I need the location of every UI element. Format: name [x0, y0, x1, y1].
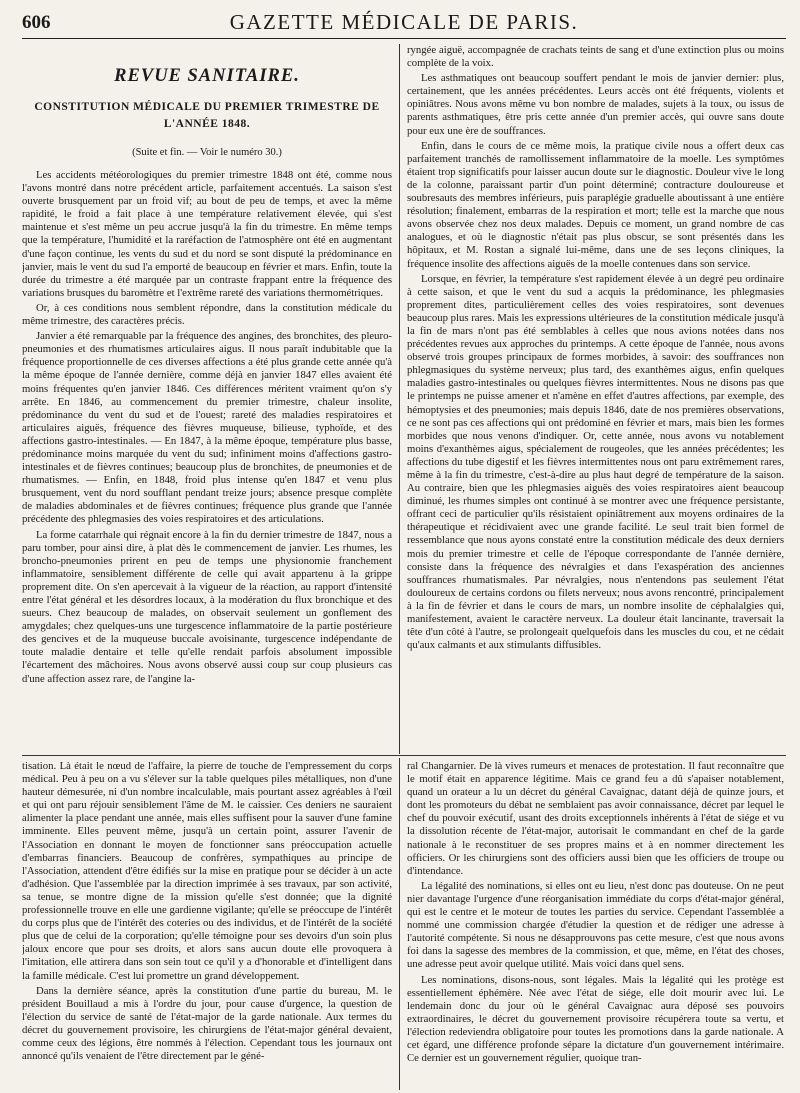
- article-left-column: [22, 44, 392, 752]
- feuilleton-left-column: [22, 760, 392, 1090]
- feuilleton-right-column: [407, 760, 784, 1090]
- paragraph: Les accidents météorologiques du premier trimestre 1848 ont été, comme nous l'avons montré dans notre précédent article, parfaitement accentués. La saison s'est ouverte brusquement par un froid vif; au bout de peu de temps, et avec la même rapidité, le froid a fait place à une température relativement élevée, qui s'est maintenue et s'est même un peu accrue jusqu'à la fin du trimestre. En même temps que la température, l'humidité et la raréfaction de l'atmosphère ont été en augmentant d'une façon continue, les vents du sud et du nord se sont disputé la prédominance en janvier, mais le vent du sud l'a emporté de beaucoup en février et mars. Enfin, toute la durée du trimestre a été marquée par un contraste frappant entre la fréquence des variations brusques du baromètre et l'extrême rareté des variations thermométriques.: [22, 169, 392, 299]
- paragraph: ryngée aiguë, accompagnée de crachats teints de sang et d'une extinction plus ou moins complète de la voix.: [407, 44, 784, 70]
- column-divider: [399, 758, 400, 1090]
- article-subtitle-line1: CONSTITUTION MÉDICALE DU PREMIER TRIMESTRE DE: [34, 101, 380, 113]
- header-rule: [22, 38, 786, 39]
- paragraph: Les nominations, disons-nous, sont légales. Mais la légalité qui les protège est essentiellement éphémère. Née avec l'état de siége, elle doit mourir avec lui. Le lendemain donc du jour où le général Cavaignac aura déposé ses pouvoirs extraordinaires, le décret du gouvernement provisoire récupérera toute sa vertu, et l'élection redeviendra obligatoire pour toutes les promotions dans la garde nationale. A cet égard, une différence profonde sépare la dictature d'un gouvernement intérimaire. Ce dernier est un gouvernement régulier, quoique tran-: [407, 973, 784, 1065]
- journal-title: GAZETTE MÉDICALE DE PARIS.: [229, 10, 579, 34]
- paragraph: Dans la dernière séance, après la constitution d'une partie du bureau, M. le président Bouillaud a mis à l'ordre du jour, pour cause d'urgence, la question de l'élection du service de santé de l'état-major de la garde nationale. Aux termes du décret du gouvernement provisoire, les chirurgiens de l'état-major général devaient, comme ceux des légions, être nommés à l'élection. Cependant tous les journaux ont annoncé qu'ils venaient de l'être directement par le géné-: [22, 984, 392, 1063]
- paragraph: La légalité des nominations, si elles ont eu lieu, n'est donc pas douteuse. On ne peut nier davantage l'urgence d'une réorganisation immédiate du corps d'état-major général, qui est le centre et le moteur de toutes les parties du service. Cependant l'assemblée a nommé une commission chargée d'étudier la question et de rédiger une adresse à l'autorité compétente. Si nous ne désapprouvons pas cette mesure, c'est que nous avons foi dans la sagesse des membres de la commission, et que, même, en l'état des choses, une adresse peut avoir quelque utilité. Mais voici dans quel sens.: [407, 879, 784, 971]
- paragraph: Lorsque, en février, la température s'est rapidement élevée à un degré peu ordinaire à cette saison, et que le vent du sud a acquis la prédominance, les phlegmasies proprement dites, particulièrement celles des voies respiratoires, sont devenues beaucoup plus rares. Mais les expressions ultérieures de la constitution médicale jusqu'à la fin de mars n'ont pas été semblables à celles que nous avions notées dans nos précédentes revues aux approches du printemps. A cette époque de l'année, nous avons observé trois groupes principaux de formes morbides, à savoir: des souffrances non phlegmasiques du système nerveux; plus tard, des exanthèmes aigus, enfin quelques maladies gastro-intestinales ou quelques fièvres intermittentes. Nous ne disons pas que le printemps ne puisse amener et n'amène en effet d'autres affections, par exemple, des hémoptysies et des pneumonies; mais depuis 1846, date de nos premières observations, ce ne sont pas ces affections qui ont prédominé en février et mars, mais bien les formes morbides que nous venons d'indiquer. Or, cette année, nous avons vu notablement moins d'exanthèmes aigus, spécialement de rougeoles, que les années précédentes; les affections du tube digestif et les fièvres intermittentes nous ont paru extrêmement rares, même à la fin du trimestre, c'est-à-dire au plus haut degré de température de la saison. Au contraire, bien que les phlegmasies aiguës des voies respiratoires aient beaucoup diminué, les rhumes simples ont continué à se montrer avec une fréquence persistante, offrant ceci de particulier qu'ils résistaient opiniâtrement aux moyens ordinaires de la thérapeutique et récidivaient avec une grande facilité. Le seul trait bien formel de ressemblance que nous ayons constaté entre la constitution médicale des deux derniers mois du premier trimestre et celle de l'époque correspondante de l'année dernière, consiste dans la fréquence des névralgies et dans l'exaspération des anciennes souffrances rhumatismales. Par névralgies, nous n'entendons pas seulement l'état douloureux de certains cordons ou filets nerveux; nous avons rencontré, principalement à la fin de février et dans le cours de mars, un nombre insolite de céphalalgies qui, manifestement, avaient le caractère nerveux. La douleur était lancinante, traversait la tête d'un côté à l'autre, se prolongeait quelquefois dans les muscles du cou, et ne cédait qu'aux calmants et aux stimulants diffusibles.: [407, 272, 784, 652]
- paragraph: tisation. Là était le nœud de l'affaire, la pierre de touche de l'empressement du corps médical. Peu à peu on a vu s'élever sur la table quelques piles métalliques, non d'une hauteur démesurée, ni d'un nombre incalculable, mais pourtant assez agréables à l'œil et qui ont paru réjouir sensiblement l'âme de M. le caissier. Ces deniers ne sauraient alimenter la place pendant une année, mais elles suffisent pour la sauver d'une famine imminente. Elles peuvent même, jusqu'à un certain point, assurer l'avenir de l'Association en donnant le moyen de fonctionner sans préoccupation actuelle d'embarras financiers. Beaucoup de confrères, sympathiques au principe de l'Association, attendent d'être édifiés sur la mise en pratique pour se décider à un acte d'adhésion. Que l'assemblée par la direction imprimée à ses travaux, par son activité, sa tenue, se montre digne de la mission qu'elle s'est donnée; que la dignité professionnelle trouve en elle une gardienne vigilante; qu'elle se préoccupe de l'intérêt du corps plus que de l'intérêt des coteries ou des individus, et de l'intérêt de la société plus que de celui de la corporation; qu'elle témoigne pour ses devoirs d'un soin plus jaloux encore que pour ses droits, et alors sans aucun doute elle provoquera à l'imitation, elle attirera dans son sein tout ce qu'il y a d'honorable et d'intelligent dans la famille médicale. C'est lui promettre un grand développement.: [22, 760, 392, 982]
- paragraph: Les asthmatiques ont beaucoup souffert pendant le mois de janvier dernier: plus, certainement, que les années précédentes. Leurs accès ont été fréquents, violents et opiniâtres. Nous avons même vu bon nombre de malades, sujets à la toux, ou issus de parents asthmatiques, être pris cette année d'un premier accès, qui ouvre sans doute pour eux une ère de souffrances.: [407, 72, 784, 137]
- column-divider: [399, 44, 400, 754]
- article-subtitle: [22, 99, 392, 133]
- paragraph: ral Changarnier. De là vives rumeurs et menaces de protestation. Il faut reconnaître que le motif était en apparence légitime. Mais ce grand feu a dû s'apaiser notablement, quand un orateur a lu un décret du général Cavaignac, datant déjà de quinze jours, et dont les promoteurs du débat ne semblaient pas avoir connaissance, décret par lequel le chef du pouvoir exécutif, usant des droits exceptionnels inhérents à l'état de siége et vu la dissolution récente de l'état-major, autorisait le commandant en chef de la garde nationale à le reconstituer de ses propres mains et à en nommer directement les officiers. Or les chirurgiens sont des officiers aussi bien que les officiers de troupe ou d'intendance.: [407, 760, 784, 877]
- paragraph: Or, à ces conditions nous semblent répondre, dans la constitution médicale du même trimestre, des caractères précis.: [22, 301, 392, 328]
- article-right-column: [407, 44, 784, 752]
- article-subtitle-line2: L'ANNÉE 1848.: [163, 118, 251, 130]
- paragraph: Janvier a été remarquable par la fréquence des angines, des bronchites, des pleuro-pneumonies et des rhumatismes articulaires aigus. Il nous paraît indubitable que la fréquence proportionnelle de ces diverses affections a été plus grande cette année qu'à la même époque de l'année dernière, comme déjà en janvier 1847 elles avaient été moins fréquentes qu'en janvier 1846. Ces différences méritent vraiment qu'on s'y arrête. En 1846, au commencement du premier trimestre, chaleur insolite, prédominance du vent du sud et de l'ouest; rareté des maladies respiratoires et articulaires aiguës, fréquence des fièvres muqueuse, bilieuse, typhoïde, et des affections gastro-intestinales. — En 1847, à la même époque, température plus basse, prédominance moins marquée du vent du sud; infiniment moins d'affections gastro-intestinales et de fièvres continues; beaucoup plus de bronchites, de pneumonies et de rhumatismes. — Enfin, en 1848, froid plus intense qu'en 1847 et venu plus brusquement, vent du nord soufflant pendant treize jours; absence presque complète de maladies abdominales et de fièvres continues; fréquence plus grande que l'année précédente des phlegmasies des voies respiratoires et des articulations.: [22, 330, 392, 526]
- page-header: [22, 6, 786, 40]
- page-number: 606: [22, 12, 51, 33]
- continuation-note: (Suite et fin. — Voir le numéro 30.): [132, 147, 282, 158]
- section-divider: [22, 755, 786, 756]
- paragraph: La forme catarrhale qui régnait encore à la fin du dernier trimestre de 1847, nous a paru tomber, pour ainsi dire, à plat dès le commencement de janvier. Les rhumes, les broncho-pneumonies prirent en peu de temps une physionomie franchement inflammatoire, sensiblement différente de celle qui avait appartenu à la grippe proprement dite. On s'en apercevait à la vigueur de la réaction, au rapport d'intensité entre l'état général et les désordres locaux, à la modération du flux bronchique et des sueurs. Chez beaucoup de malades, on observait seulement un gonflement des amygdales; chez quelques-uns une turgescence inflammatoire de la partie postérieure des gencives et de la muqueuse buccale avoisinante, turgescence indépendante de toute maladie dentaire et telle qu'elle rendait parfois absolument impossible l'écartement des mâchoires. Nous avons observé aussi coup sur coup plusieurs cas d'une affection assez rare, de l'angine la-: [22, 528, 392, 685]
- paragraph: Enfin, dans le cours de ce même mois, la pratique civile nous a offert deux cas parfaitement tranchés de ramollissement inflammatoire de la moelle. Les symptômes étaient trop significatifs pour laisser aucun doute sur le diagnostic. Douleur vive le long de la colonne, paraissant partir d'un point déterminé; contracture douloureuse et soubresauts des membres inférieurs, puis paraplégie graduelle aboutissant à une entière résolution; finalement, embarras de la respiration et mort; telle est la marche que nous avons observée chez nos deux malades. Depuis ce moment, un grand nombre de cas analogues, et où le diagnostic n'était pas plus obscur, se sont présentés dans les hôpitaux, et M. Rostan a signalé lui-même, dans une de ses leçons cliniques, la fréquence insolite des affections aiguës de la moelle contenues dans son service.: [407, 139, 784, 270]
- section-title: REVUE SANITAIRE.: [114, 66, 300, 86]
